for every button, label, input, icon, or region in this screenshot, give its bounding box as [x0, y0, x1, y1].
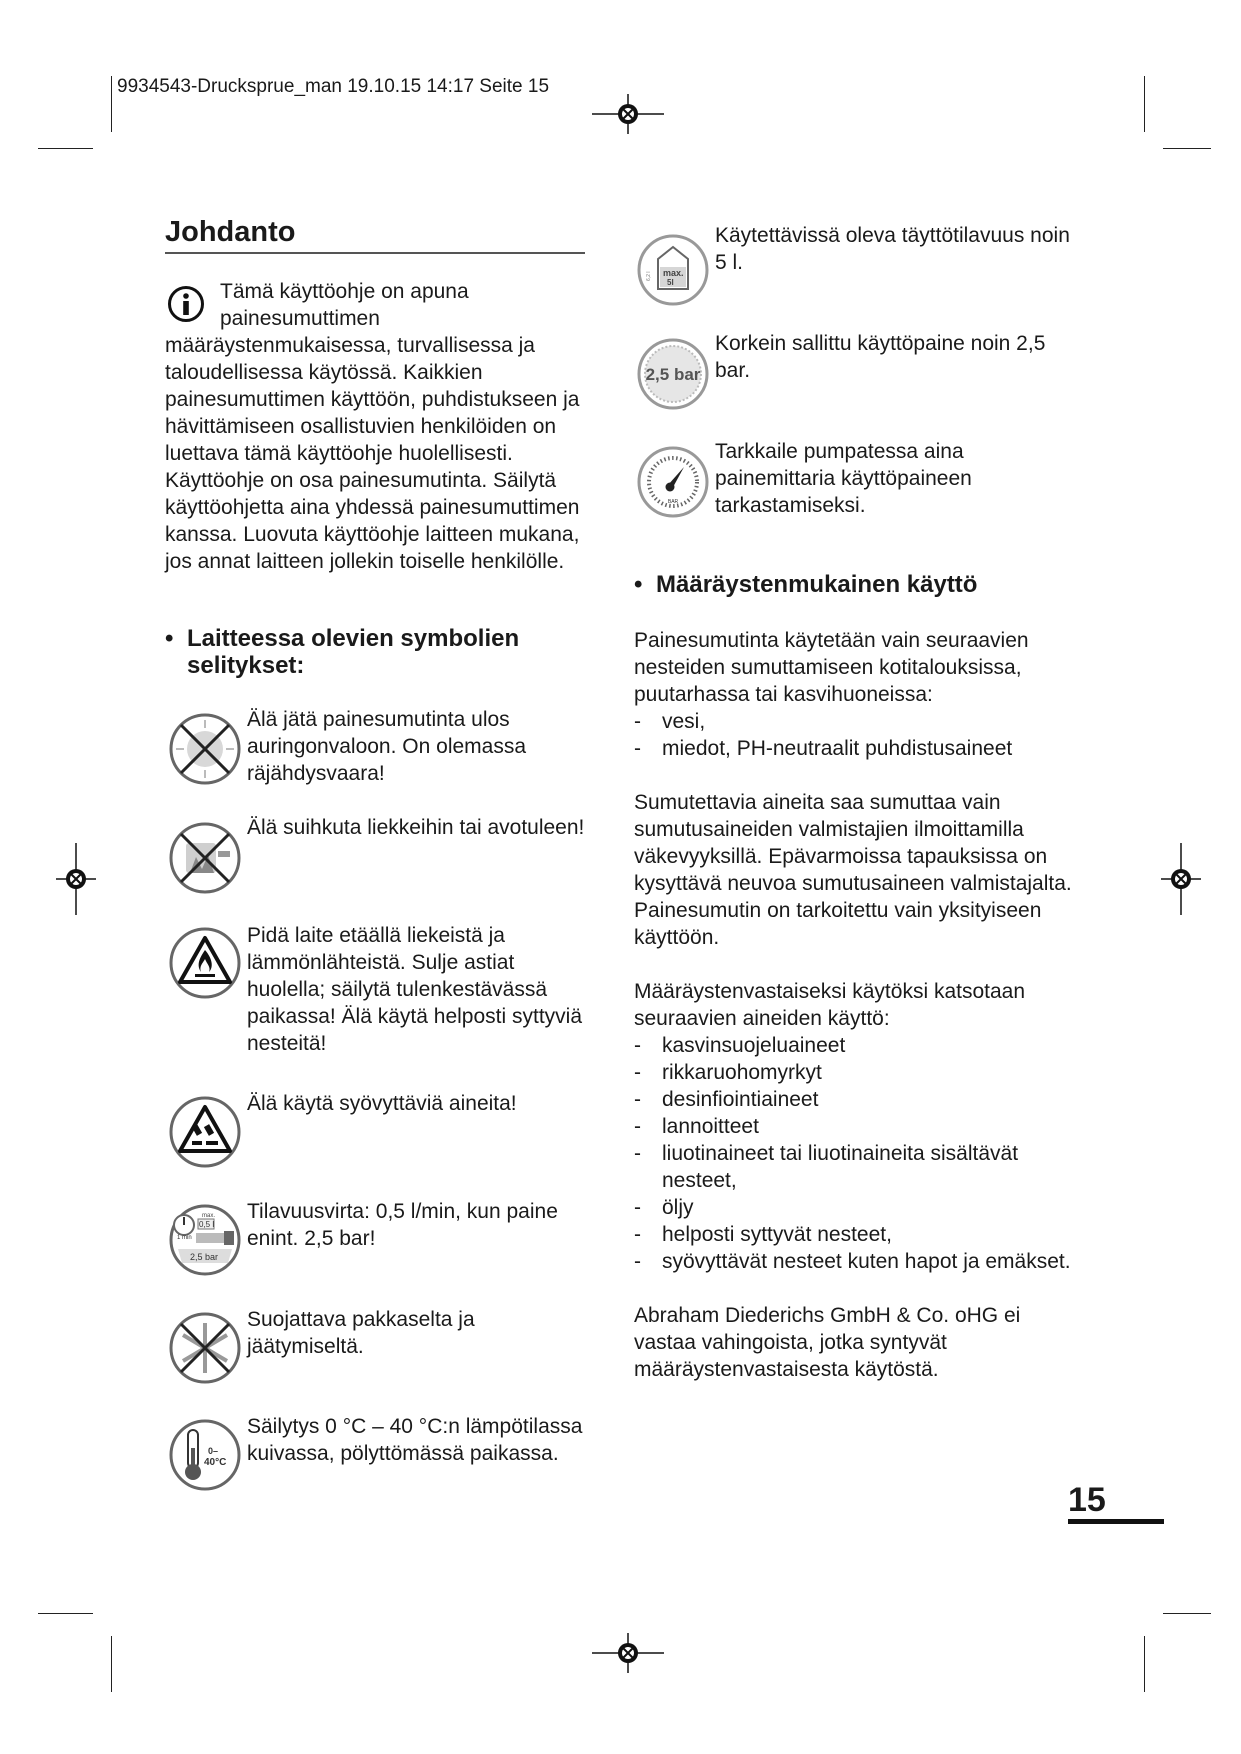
title-underline [165, 252, 585, 254]
disclaimer-paragraph: Abraham Diederichs GmbH & Co. oHG ei vastaa vahingoista, jotka syntyvät määräystenvastaisesta käytöstä. [634, 1304, 1021, 1381]
page-number: 15 [1068, 1481, 1106, 1519]
crop-mark [38, 1613, 93, 1614]
symbol-text: Älä suihkuta liekkeihin tai avotuleen! [247, 816, 585, 839]
max-fill-icon [636, 233, 710, 307]
symbol-text: Säilytys 0 °C – 40 °C:n lämpötilassa kuivassa, pölyttömässä paikassa. [247, 1415, 583, 1465]
print-header: 9934543-Drucksprue_man 19.10.15 14:17 Seite 15 [117, 76, 550, 97]
list-item: - syövyttävät nesteet kuten hapot ja emäkset. [634, 1248, 1074, 1275]
crop-mark [1144, 1636, 1145, 1692]
intro-second-line: painesumuttimen [220, 307, 380, 330]
page-title: Johdanto [165, 216, 296, 248]
svg-text:max.: max. [663, 268, 684, 278]
list-item: - liuotinaineet tai liuotinaineita sisältävät nesteet, [634, 1140, 1074, 1194]
svg-text:6,2 l: 6,2 l [646, 271, 652, 281]
registration-mark-icon [1161, 843, 1201, 915]
registration-mark-icon [592, 1633, 664, 1673]
list-item: - kasvinsuojeluaineet [634, 1032, 1074, 1059]
no-sunlight-icon [168, 712, 242, 786]
symbol-text: Suojattava pakkaselta ja jäätymiseltä. [247, 1308, 475, 1358]
usage-paragraph: Sumutettavia aineita saa sumuttaa vain sumutusaineiden valmistajien ilmoittamilla väkevyyksillä. Epävarmoissa tapauksissa on kysyttävä neuvoa sumutusaineen valmistajalta. Painesumutin on tarkoitettu vain yksityiseen käyttöön. [634, 791, 1072, 949]
list-item: - öljy [634, 1194, 1074, 1221]
usage-heading: • Määräystenmukainen käyttö [634, 571, 978, 598]
symbol-text: Älä jätä painesumutinta ulos auringonvaloon. On olemassa räjähdysvaara! [247, 708, 527, 785]
symbol-text: Käytettävissä oleva täyttötilavuus noin 5 l. [715, 224, 1070, 274]
crop-mark [1144, 76, 1145, 132]
symbol-text: Tilavuusvirta: 0,5 l/min, kun paine enint. 2,5 bar! [247, 1200, 558, 1250]
no-spray-fire-icon [168, 821, 242, 895]
pressure-gauge-icon [636, 445, 710, 519]
svg-text:1 min: 1 min [177, 1235, 192, 1241]
list-item: - vesi, [634, 708, 1074, 735]
page-number-rule [1068, 1519, 1164, 1524]
svg-text:0,5 l: 0,5 l [199, 1220, 215, 1229]
crop-mark [111, 76, 112, 132]
intro-paragraph [165, 278, 595, 575]
corrosive-warning-icon [168, 1095, 242, 1169]
crop-mark [1163, 148, 1211, 149]
svg-text:5l: 5l [667, 278, 674, 287]
symbol-text: Tarkkaile pumpatessa aina painemittaria käyttöpaineen tarkastamiseksi. [715, 440, 972, 517]
svg-text:max.: max. [202, 1213, 216, 1219]
symbol-text: Korkein sallittu käyttöpaine noin 2,5 bar. [715, 332, 1046, 382]
svg-text:BAR: BAR [667, 499, 679, 505]
prohibited-list [634, 1032, 1074, 1275]
usage-paragraph: Painesumutinta käytetään vain seuraavien nesteiden sumuttamiseen kotitalouksissa, puutarhassa tai kasvihuoneissa: [634, 629, 1029, 706]
svg-text:2,5 bar: 2,5 bar [645, 365, 701, 384]
usage-section [634, 627, 1074, 1383]
list-item: - rikkaruohomyrkyt [634, 1059, 1074, 1086]
list-item: - lannoitteet [634, 1113, 1074, 1140]
registration-mark-icon [56, 843, 96, 915]
symbols-heading: • Laitteessa olevien symbolien selitykset: [165, 625, 520, 679]
crop-mark [111, 1636, 112, 1692]
usage-paragraph: Määräystenvastaiseksi käytöksi katsotaan seuraavien aineiden käyttö: [634, 980, 1026, 1030]
flow-rate-icon [168, 1203, 242, 1277]
thermometer-icon [168, 1418, 242, 1492]
list-item: - miedot, PH-neutraalit puhdistusaineet [634, 735, 1074, 762]
flammable-warning-icon [168, 926, 242, 1000]
allowed-list [634, 708, 1074, 762]
symbol-text: Älä käytä syövyttäviä aineita! [247, 1092, 517, 1115]
svg-text:2,5 bar: 2,5 bar [190, 1252, 219, 1262]
symbol-text: Pidä laite etäällä liekeistä ja lämmönlähteistä. Sulje astiat huolella; säilytä tulenkestävässä paikassa! Älä käytä helposti syttyviä nesteitä! [247, 924, 582, 1055]
svg-text:40°C: 40°C [204, 1457, 227, 1468]
list-item: - desinfiointiaineet [634, 1086, 1074, 1113]
intro-first-line: Tämä käyttöohje on apuna [220, 280, 469, 303]
list-item: - helposti syttyvät nesteet, [634, 1221, 1074, 1248]
svg-text:0–: 0– [208, 1446, 219, 1456]
crop-mark [1163, 1613, 1211, 1614]
no-frost-icon [168, 1311, 242, 1385]
registration-mark-icon [592, 94, 664, 134]
crop-mark [38, 148, 93, 149]
intro-body: määräystenmukaisessa, turvallisessa ja taloudellisessa käytössä. Kaikkien painesumuttimen käyttöön, puhdistukseen ja hävittämiseen osallistuvien henkilöiden on luettava tämä käyttöohje huolellisesti. Käyttöohje on osa painesumutinta. Säilytä käyttöohjetta aina yhdessä painesumuttimen kanssa. Luovuta käyttöohje laitteen mukana, jos annat laitteen jollekin toiselle henkilölle. [165, 334, 580, 573]
max-pressure-icon [636, 337, 710, 411]
